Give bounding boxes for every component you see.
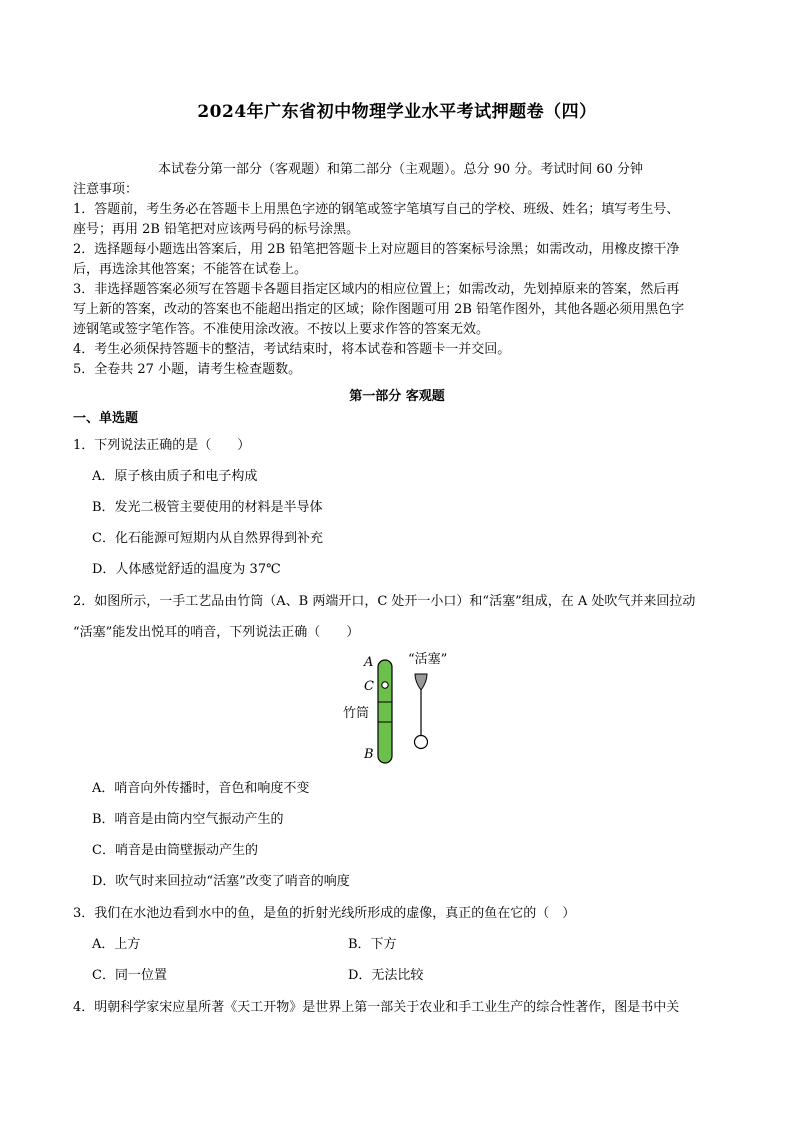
notice-line: 写上新的答案，改动的答案也不能超出指定的区域；除作图题可用 2B 铅笔作图外，其他各题必须用黑色字 — [73, 302, 685, 317]
question-2-option-b: B．哨音是由筒内空气振动产生的 — [92, 812, 284, 827]
notice-line: 5．全卷共 27 小题，请考生检查题数。 — [73, 362, 302, 377]
question-1-option-a: A．原子核由质子和电子构成 — [92, 469, 258, 484]
notice-title: 注意事项： — [73, 182, 139, 197]
notice-line: 迹钢笔或签字笔作答。不准使用涂改液。不按以上要求作答的答案无效。 — [73, 322, 490, 337]
part-title: 第一部分 客观题 — [349, 389, 445, 404]
question-1-option-b: B．发光二极管主要使用的材料是半导体 — [92, 500, 323, 515]
question-2-option-d: D．吹气时来回拉动“活塞”改变了哨音的响度 — [92, 874, 350, 889]
question-3-stem: 3．我们在水池边看到水中的鱼，是鱼的折射光线所形成的虚像，真正的鱼在它的（ ） — [73, 906, 576, 921]
question-2-option-c: C．哨音是由筒壁振动产生的 — [92, 843, 258, 858]
notice-line: 3．非选择题答案必须写在答题卡各题目指定区域内的相应位置上；如需改动，先划掉原来的答案，然后再 — [73, 282, 680, 297]
bamboo-whistle-diagram — [330, 650, 480, 770]
piston-handle — [415, 736, 428, 749]
notice-line: 4．考生必须保持答题卡的整洁，考试结束时，将本试卷和答题卡一并交回。 — [73, 342, 511, 357]
question-2-option-a: A．哨音向外传播时，音色和响度不变 — [92, 781, 310, 796]
label-b: B — [364, 747, 374, 762]
bamboo-tube — [378, 660, 392, 763]
hole-c — [382, 682, 388, 688]
intro-line — [73, 160, 728, 180]
question-3-option-c: C．同一位置 — [92, 968, 167, 983]
notice-line: 1．答题前，考生务必在答题卡上用黑色字迹的钢笔或签字笔填写自己的学校、班级、姓名；填写考生号、 — [73, 202, 680, 217]
notice-line: 后，再选涂其他答案；不能答在试卷上。 — [73, 262, 308, 277]
label-piston: “活塞” — [408, 652, 448, 667]
question-2-stem-line1: 2．如图所示，一手工艺品由竹筒（A、B 两端开口，C 处开一小口）和“活塞”组成，在 A 处吹气并来回拉动 — [73, 594, 696, 609]
piston-head — [415, 674, 427, 690]
notice-block — [73, 180, 728, 380]
label-tube: 竹筒 — [343, 706, 370, 721]
question-2-stem-line2: “活塞”能发出悦耳的哨音，下列说法正确（ ） — [73, 625, 360, 640]
question-4-stem: 4．明朝科学家宋应星所著《天工开物》是世界上第一部关于农业和手工业生产的综合性著作，图是书中关 — [73, 1000, 680, 1015]
section-heading: 一、单选题 — [73, 411, 139, 426]
question-3-option-d: D．无法比较 — [348, 968, 424, 983]
label-c: C — [364, 679, 374, 694]
bamboo-whistle-figure — [330, 650, 480, 776]
notice-line: 2．选择题每小题选出答案后，用 2B 铅笔把答题卡上对应题目的答案标号涂黑；如需改动，用橡皮擦干净 — [73, 242, 680, 257]
question-1-option-d: D．人体感觉舒适的温度为 37℃ — [92, 562, 281, 577]
page-title: 2024年广东省初中物理学业水平考试押题卷（四） — [197, 102, 597, 122]
question-3-option-b: B．下方 — [348, 937, 397, 952]
question-3-option-a: A．上方 — [92, 937, 141, 952]
question-1-stem: 1．下列说法正确的是（ ） — [73, 438, 251, 453]
label-a: A — [364, 655, 374, 670]
exam-intro: 本试卷分第一部分（客观题）和第二部分（主观题）。总分 90 分。考试时间 60 分钟 — [157, 162, 644, 177]
notice-line: 座号；再用 2B 铅笔把对应该两号码的标号涂黑。 — [73, 222, 360, 237]
question-1-option-c: C．化石能源可短期内从自然界得到补充 — [92, 531, 323, 546]
